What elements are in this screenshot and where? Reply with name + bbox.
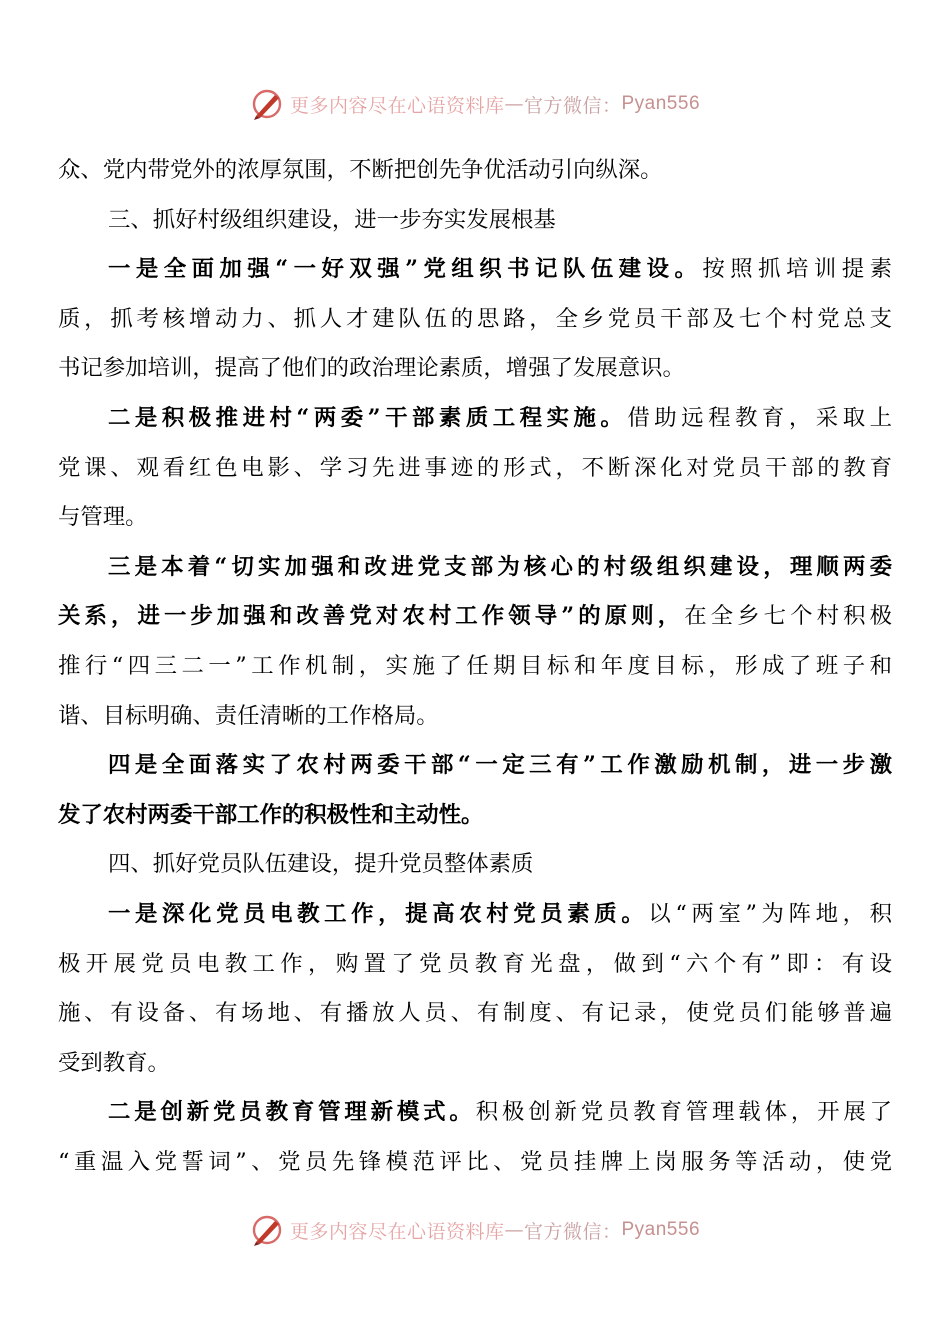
pen-logo-icon (250, 87, 284, 121)
text-line (58, 444, 892, 494)
text-line (58, 989, 892, 1039)
text-segment: 极开展党员电教工作，购置了党员教育光盘，做到“六个有”即：有设 (58, 950, 892, 977)
text-segment: 推行“四三二一”工作机制，实施了任期目标和年度目标，形成了班子和 (58, 652, 892, 679)
bold-lead: 二是积极推进村“两委”干部素质工程实施。 (108, 404, 628, 431)
watermark-dash: — (504, 93, 524, 115)
text-line (58, 642, 892, 692)
text-line (58, 493, 892, 543)
document-body (58, 146, 892, 1187)
bold-lead: 关系，进一步加强和改善党对农村工作领导”的原则， (58, 603, 685, 630)
text-line (58, 890, 892, 940)
text-segment: 书记参加培训，提高了他们的政治理论素质，增强了发展意识。 (58, 355, 685, 382)
watermark-wechat-label: 官方微信： (523, 94, 622, 117)
text-line (58, 940, 892, 990)
text-segment: 积极创新党员教育管理载体，开展了 (475, 1099, 893, 1126)
section-heading (58, 840, 892, 890)
text-line (58, 1138, 892, 1188)
text-segment: 以“两室”为阵地，积 (648, 900, 892, 927)
text-line (58, 592, 892, 642)
text-segment: 在全乡七个村积极 (684, 603, 892, 630)
header-watermark (0, 84, 950, 124)
text-line (58, 344, 892, 394)
text-segment: 借助远程教育，采取上 (627, 404, 892, 431)
text-line (58, 543, 892, 593)
text-segment: “重温入党誓词”、党员先锋模范评比、党员挂牌上岗服务等活动，使党 (58, 1148, 892, 1175)
text-line (58, 394, 892, 444)
text-segment: 三、抓好村级组织建设，进一步夯实发展根基 (108, 206, 556, 233)
bold-lead: 发了农村两委干部工作的积极性和主动性。 (58, 801, 484, 828)
bold-lead: 三是本着“切实加强和改进党支部为核心的村级组织建设，理顺两委 (108, 553, 892, 580)
text-segment: 与管理。 (58, 504, 148, 531)
text-segment: 党课、观看红色电影、学习先进事迹的形式，不断深化对党员干部的教育 (58, 454, 892, 481)
text-segment: 按照抓培训提素 (702, 256, 892, 283)
watermark-dash: — (504, 1219, 524, 1241)
text-segment: 质，抓考核增动力、抓人才建队伍的思路，全乡党员干部及七个村党总支 (58, 305, 892, 332)
watermark-text: 更多内容尽在心语资料库 (289, 94, 505, 117)
watermark-wechat-id: Pyan556 (621, 93, 701, 114)
text-segment: 受到教育。 (58, 1049, 170, 1076)
text-segment: 谐、目标明确、责任清晰的工作格局。 (58, 702, 439, 729)
bold-lead: 一是全面加强“一好双强”党组织书记队伍建设。 (108, 256, 703, 283)
watermark-wechat-label: 官方微信： (523, 1220, 622, 1243)
footer-watermark (0, 1210, 950, 1250)
bold-lead: 一是深化党员电教工作，提高农村党员素质。 (108, 900, 649, 927)
section-heading (58, 196, 892, 246)
bold-lead: 四是全面落实了农村两委干部“一定三有”工作激励机制，进一步激 (108, 752, 892, 779)
text-line (58, 1039, 892, 1089)
pen-logo-icon (250, 1213, 284, 1247)
text-line (58, 692, 892, 742)
text-line (58, 245, 892, 295)
text-segment: 施、有设备、有场地、有播放人员、有制度、有记录，使党员们能够普遍 (58, 1000, 892, 1027)
text-line (58, 1088, 892, 1138)
text-segment: 众、党内带党外的浓厚氛围，不断把创先争优活动引向纵深。 (58, 157, 663, 183)
watermark-wechat-id: Pyan556 (621, 1219, 701, 1240)
text-line (58, 791, 892, 841)
text-segment: 四、抓好党员队伍建设，提升党员整体素质 (108, 851, 534, 878)
bold-lead: 二是创新党员教育管理新模式。 (108, 1099, 476, 1126)
text-line (58, 146, 892, 196)
text-line (58, 741, 892, 791)
watermark-text: 更多内容尽在心语资料库 (289, 1220, 505, 1243)
text-line (58, 295, 892, 345)
